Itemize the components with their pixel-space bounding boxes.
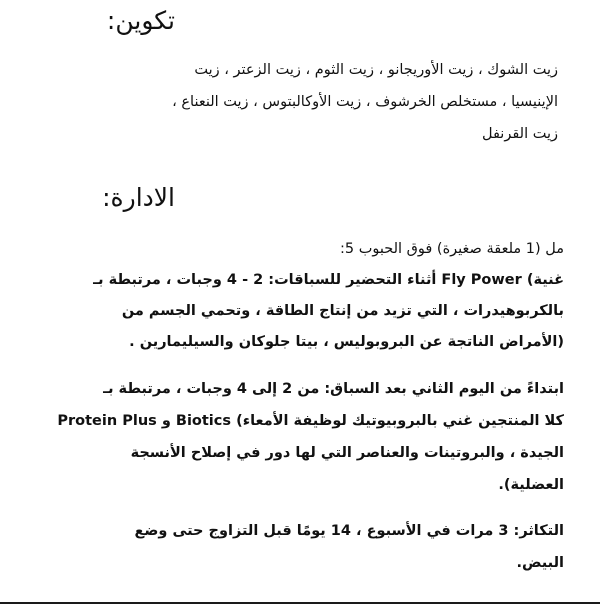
- admin-p2-line-2: كلا المنتجين غني بالبروبيوتيك لوظيفة الأمعاء) Biotics و Protein Plus: [57, 413, 564, 429]
- admin-p3-line-1: التكاثر: 3 مرات في الأسبوع ، 14 يومًا قبل التزاوج حتى وضع: [134, 523, 564, 539]
- composition-line-2: الإينيسيا ، مستخلص الخرشوف ، زيت الأوكالبتوس ، زيت النعناع ،: [172, 94, 558, 110]
- admin-p2-line-3: الجيدة ، والبروتينات والعناصر التي لها دور في إصلاح الأنسجة: [130, 445, 564, 461]
- administration-heading: الادارة:: [102, 183, 175, 212]
- composition-heading: تكوين:: [106, 6, 175, 35]
- admin-p1-line-3: بالكربوهيدرات ، التي تزيد من إنتاج الطاقة ، وتحمي الجسم من: [121, 303, 564, 319]
- admin-p3-line-2: البيض.: [516, 555, 564, 571]
- admin-p1-line-4: (الأمراض الناتجة عن البروبوليس ، بيتا جلوكان والسيليمارين .: [129, 334, 564, 350]
- admin-p1-line-1: مل (1 ملعقة صغيرة) فوق الحبوب 5:: [339, 241, 564, 257]
- composition-line-1: زيت الشوك ، زيت الأوريجانو ، زيت الثوم ، زيت الزعتر ، زيت: [194, 62, 558, 78]
- admin-p2-line-1: ابتداءً من اليوم الثاني بعد السباق: من 2 إلى 4 وجبات ، مرتبطة بـ: [103, 381, 564, 397]
- composition-line-3: زيت القرنفل: [481, 126, 558, 142]
- admin-p1-line-2: غنية) Fly Power أثناء التحضير للسباقات: 2 - 4 وجبات ، مرتبطة بـ: [93, 272, 564, 288]
- admin-p2-line-4: العضلية).: [498, 477, 564, 493]
